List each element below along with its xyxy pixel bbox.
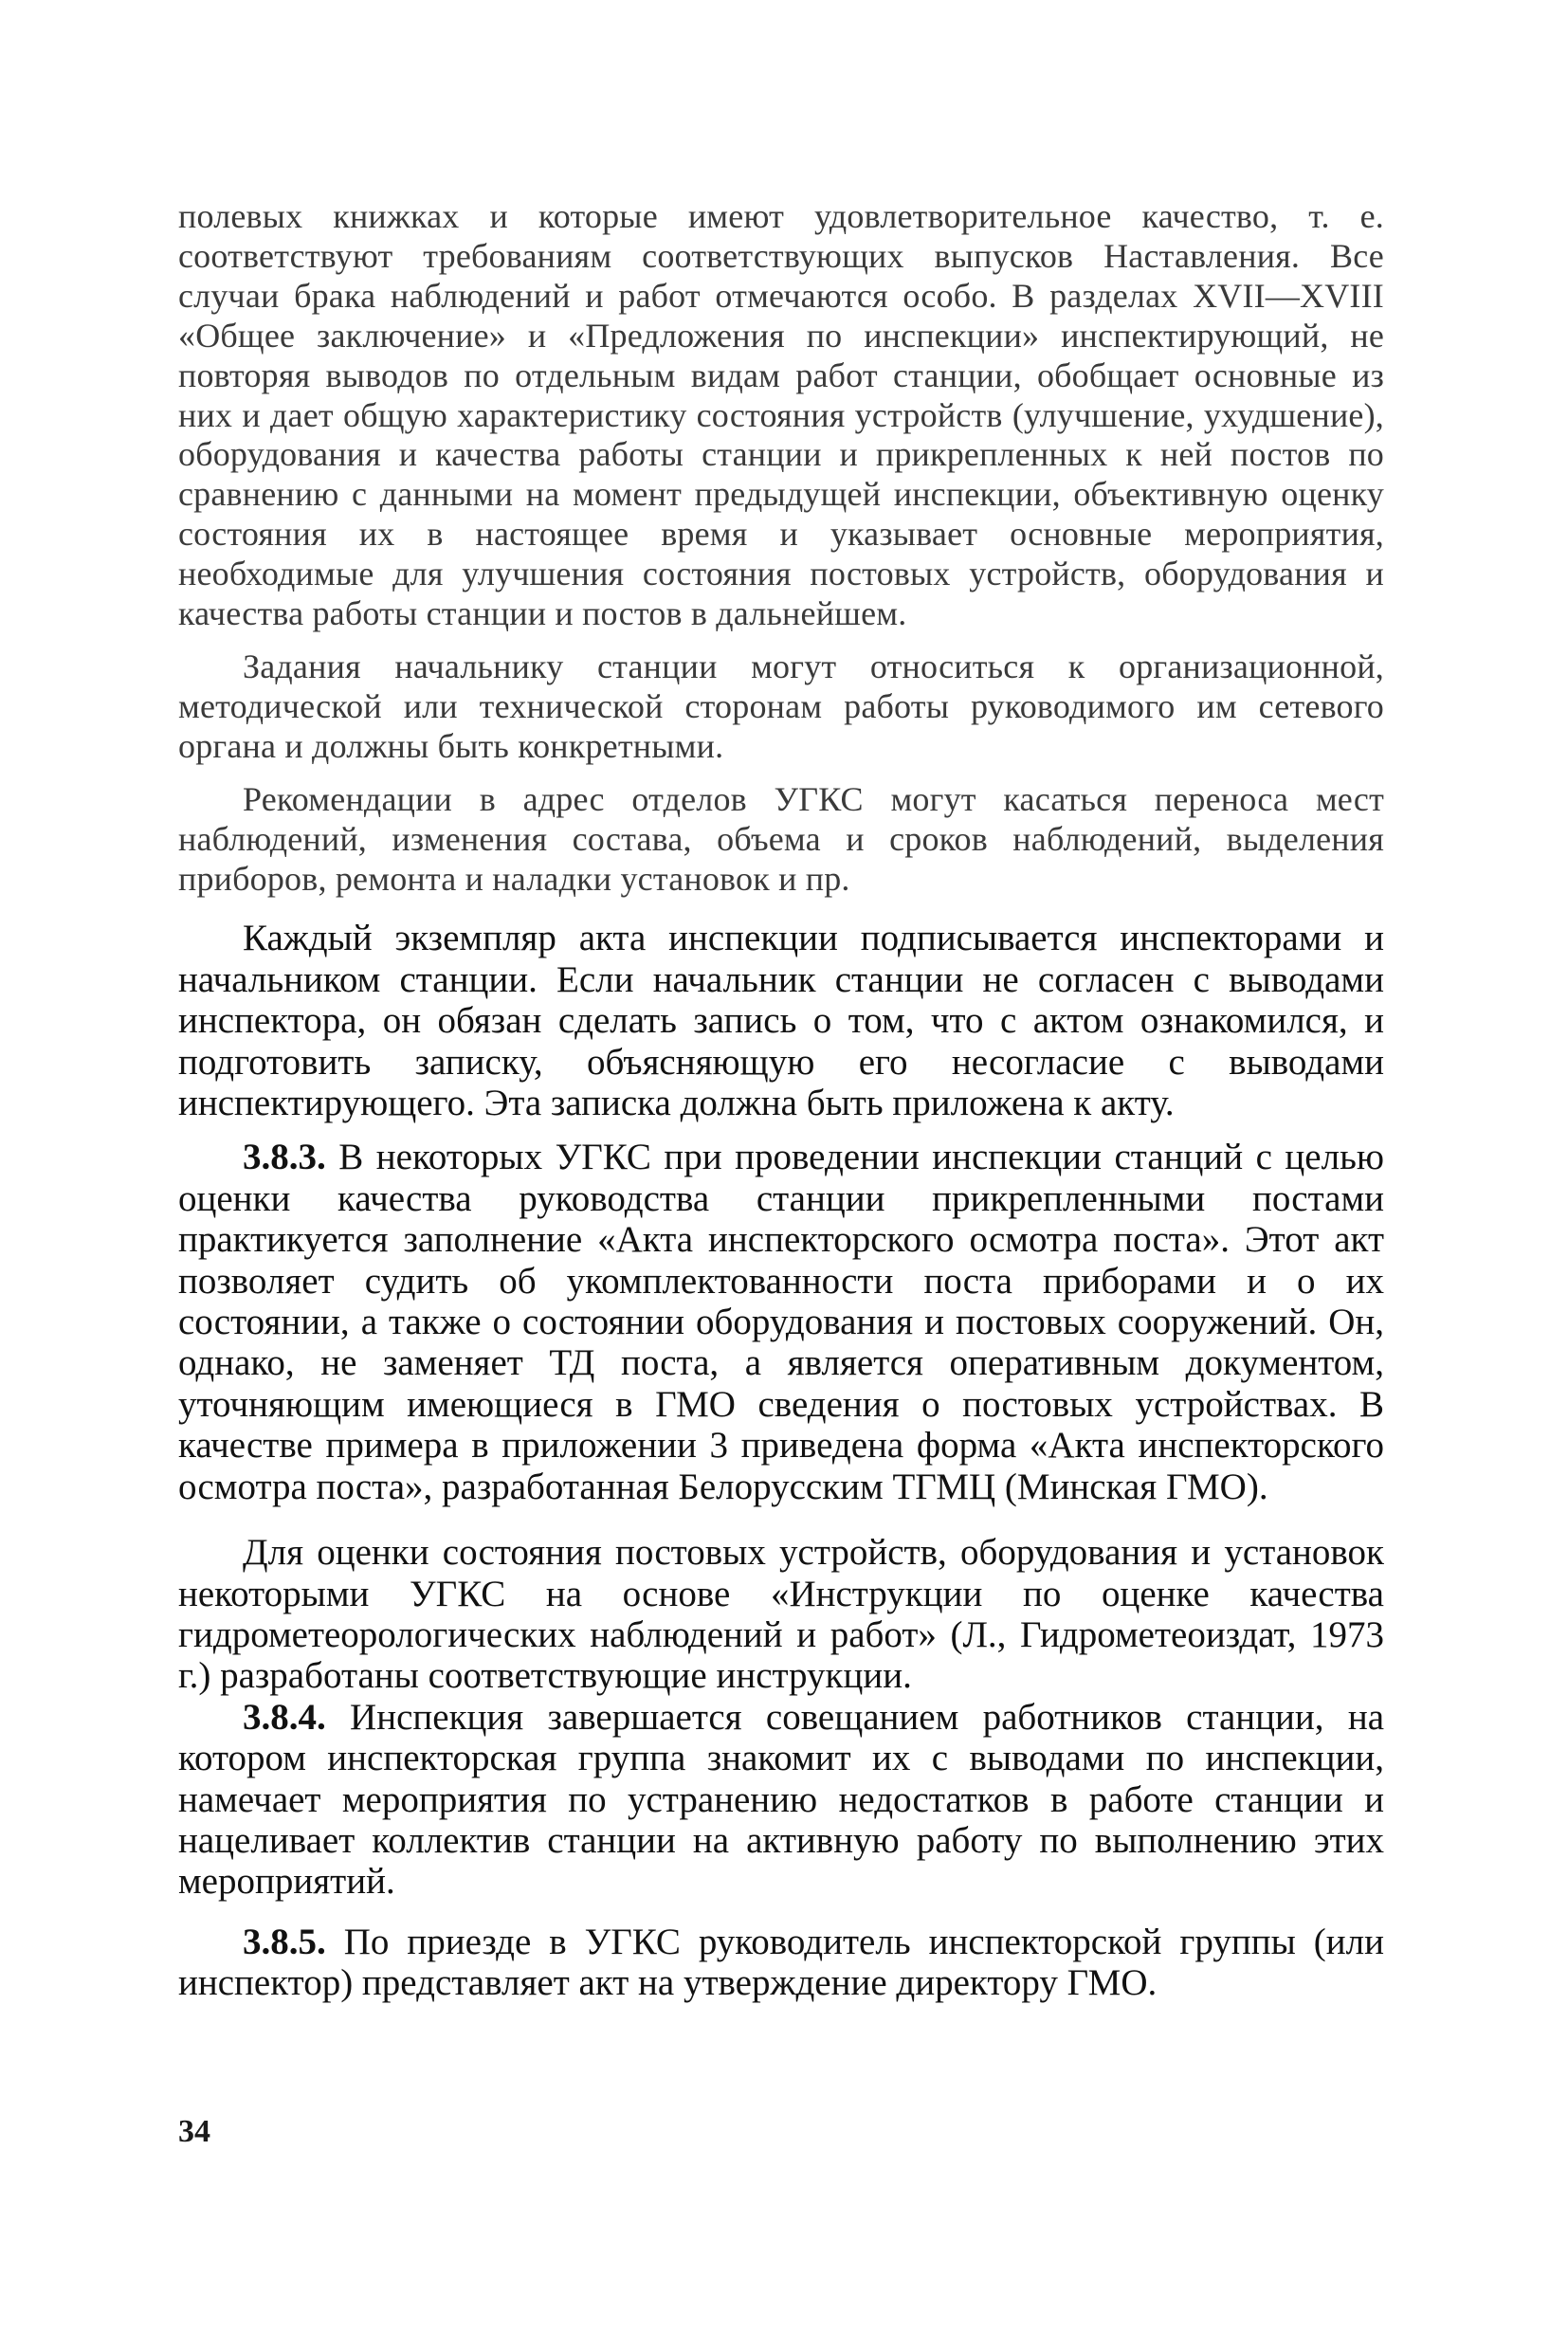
paragraph-continuation: полевых книжках и которые имеют удовлетворительное качество, т. е. соответствуют требованиям соответствующих выпусков Наставления. Все случаи брака наблюдений и работ отмечаются особо. В разделах XVII—XVIII «Общее заключение» и «Предложения по инспекции» инспектирующий, не повторяя выводов по отдельным видам работ станции, обобщает основные из них и дает общую характеристику состояния устройств (улучшение, ухудшение), оборудования и качества работы станции и прикрепленных к ней постов по сравнению с данными на момент предыдущей инспекции, объективную оценку состояния их в настоящее время и указывает основные мероприятия, необходимые для улучшения состояния постовых устройств, оборудования и качества работы станции и постов в дальнейшем.	[178, 197, 1384, 633]
section-number: 3.8.5.	[243, 1921, 326, 1962]
page-number: 34	[178, 2114, 210, 2149]
section-3-8-4	[178, 1697, 1384, 1903]
paragraph-signatures: Каждый экземпляр акта инспекции подписывается инспекторами и начальником станции. Если начальник станции не согласен с выводами инспектора, он обязан сделать запись о том, что с актом ознакомился, и подготовить записку, объясняющую его несогласие с выводами инспектирующего. Эта записка должна быть приложена к акту.	[178, 918, 1384, 1124]
section-number: 3.8.3.	[243, 1137, 326, 1178]
paragraph-recommendations: Рекомендации в адрес отделов УГКС могут касаться переноса мест наблюдений, изменения состава, объема и сроков наблюдений, выделения приборов, ремонта и наладки установок и пр.	[178, 779, 1384, 898]
paragraph-tasks: Задания начальнику станции могут относиться к организационной, методической или технической сторонам работы руководимого им сетевого органа и должны быть конкретными.	[178, 647, 1384, 765]
section-number: 3.8.4.	[243, 1696, 326, 1738]
page-body	[178, 197, 1384, 2004]
section-3-8-5	[178, 1922, 1384, 2004]
section-3-8-3	[178, 1137, 1384, 1507]
section-text: В некоторых УГКС при проведении инспекции станций с целью оценки качества руководства станции прикрепленными постами практикуется заполнение «Акта инспекторского осмотра поста». Этот акт позволяет судить об укомплектованности поста приборами и о их состоянии, а также о состоянии оборудования и постовых сооружений. Он, однако, не заменяет ТД поста, а является оперативным документом, уточняющим имеющиеся в ГМО сведения о постовых устройствах. В качестве примера в приложении 3 приведена форма «Акта инспекторского осмотра поста», разработанная Белорусским ТГМЦ (Минская ГМО).	[178, 1137, 1384, 1507]
paragraph-assessment: Для оценки состояния постовых устройств, оборудования и установок некоторыми УГКС на основе «Инструкции по оценке качества гидрометеорологических наблюдений и работ» (Л., Гидрометеоиздат, 1973 г.) разработаны соответствующие инструкции.	[178, 1532, 1384, 1697]
section-text: По приезде в УГКС руководитель инспекторской группы (или инспектор) представляет акт на утверждение директору ГМО.	[178, 1921, 1385, 2004]
section-text: Инспекция завершается совещанием работников станции, на котором инспекторская группа знакомит их с выводами по инспекции, намечает мероприятия по устранению недостатков в работе станции и нацеливает коллектив станции на активную работу по выполнению этих мероприятий.	[178, 1696, 1385, 1903]
